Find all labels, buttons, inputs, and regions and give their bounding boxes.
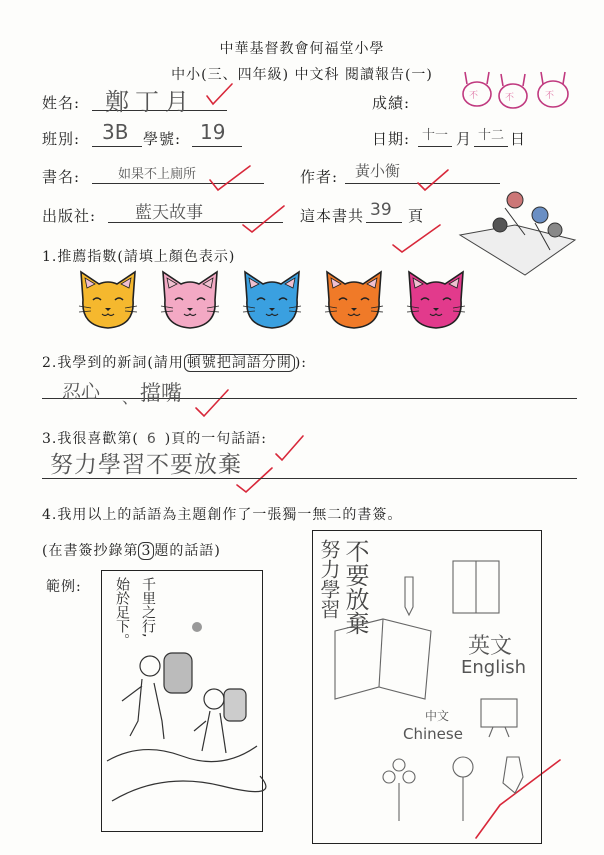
bookmark-doodles [313,531,541,843]
number-value: 19 [200,120,226,144]
q3-answer: 努力學習不要放棄 [50,452,242,478]
publisher-value: 藍天故事 [135,203,203,223]
english-label: English [461,657,526,678]
bookmark-col-2: 不要放棄 [341,539,369,635]
reading-kids-illustration [455,180,580,280]
rating-cats [75,270,535,330]
example-label: 範例: [46,579,82,595]
q4-instruction [42,540,221,560]
q1-question: 1.推薦指數(請填上顏色表示) [42,249,236,265]
rating-cat-3 [239,270,305,330]
svg-text:不: 不 [469,91,479,101]
svg-text:不: 不 [505,93,515,103]
rating-cat-2 [157,270,223,330]
q3-page: 6 [146,431,157,447]
publisher-label: 出版社: [42,207,97,225]
date-day-unit: 日 [510,130,527,148]
class-value: 3B [102,120,129,144]
pages-prefix: 這本書共 [300,207,365,225]
q4-question: 4.我用以上的話語為主題創作了一張獨一無二的書簽。 [42,507,403,523]
q2-question [42,352,307,372]
q3-question [42,428,267,448]
q3-suffix: )頁的一句話語: [164,431,267,447]
q2-prefix: 2.我學到的新詞(請用 [42,355,184,371]
english-cn-label: 英文 [468,634,513,659]
chinese-label: Chinese [403,725,463,743]
example-text-left: 始於足下。 [114,577,130,647]
report-title: 中小(三、四年級) 中文科 閱讀報告(一) [171,67,433,83]
date-label: 日期: [372,130,411,148]
q2-answer-word-2: 擋嘴 [140,381,182,405]
q4-sub-prefix: (在書簽抄錄第 [42,543,139,559]
class-label: 班別: [42,130,81,148]
q2-answer-word-1: 忍心 [62,381,101,403]
author-value: 黃小衡 [355,162,401,180]
name-label: 姓名: [42,94,81,112]
school-name: 中華基督教會何福堂小學 [219,41,385,57]
pages-value: 39 [370,200,392,220]
book-label: 書名: [42,168,81,186]
student-bookmark [312,530,542,844]
example-text-right: 千里之行, [140,577,156,638]
pages-suffix: 頁 [408,207,425,225]
grade-label: 成績: [372,94,411,112]
bookmark-col-1: 努力學習 [317,539,341,619]
rating-cat-4 [321,270,387,330]
q2-suffix: ): [294,355,308,371]
number-label: 學號: [143,130,182,148]
book-title-value: 如果不上廁所 [118,167,197,182]
q2-comma: 、 [122,388,139,407]
date-day: 十二 [478,128,505,143]
name-value: 鄭丁月 [105,88,195,116]
q3-prefix: 3.我很喜歡第( [42,431,139,447]
rating-cat-5 [403,270,469,330]
date-month-unit: 月 [456,130,473,148]
chinese-cn-label: 中文 [425,709,450,723]
rating-cat-1 [75,270,141,330]
date-month: 十一 [422,128,449,143]
hikers-illustration [102,571,262,831]
author-label: 作者: [300,168,339,186]
q4-sub-box: 3 [138,542,154,560]
q2-boxed-text: 頓號把詞語分開 [184,354,295,372]
q4-sub-suffix: 題的話語) [154,543,221,559]
svg-text:不: 不 [545,91,555,101]
example-bookmark [101,570,263,832]
